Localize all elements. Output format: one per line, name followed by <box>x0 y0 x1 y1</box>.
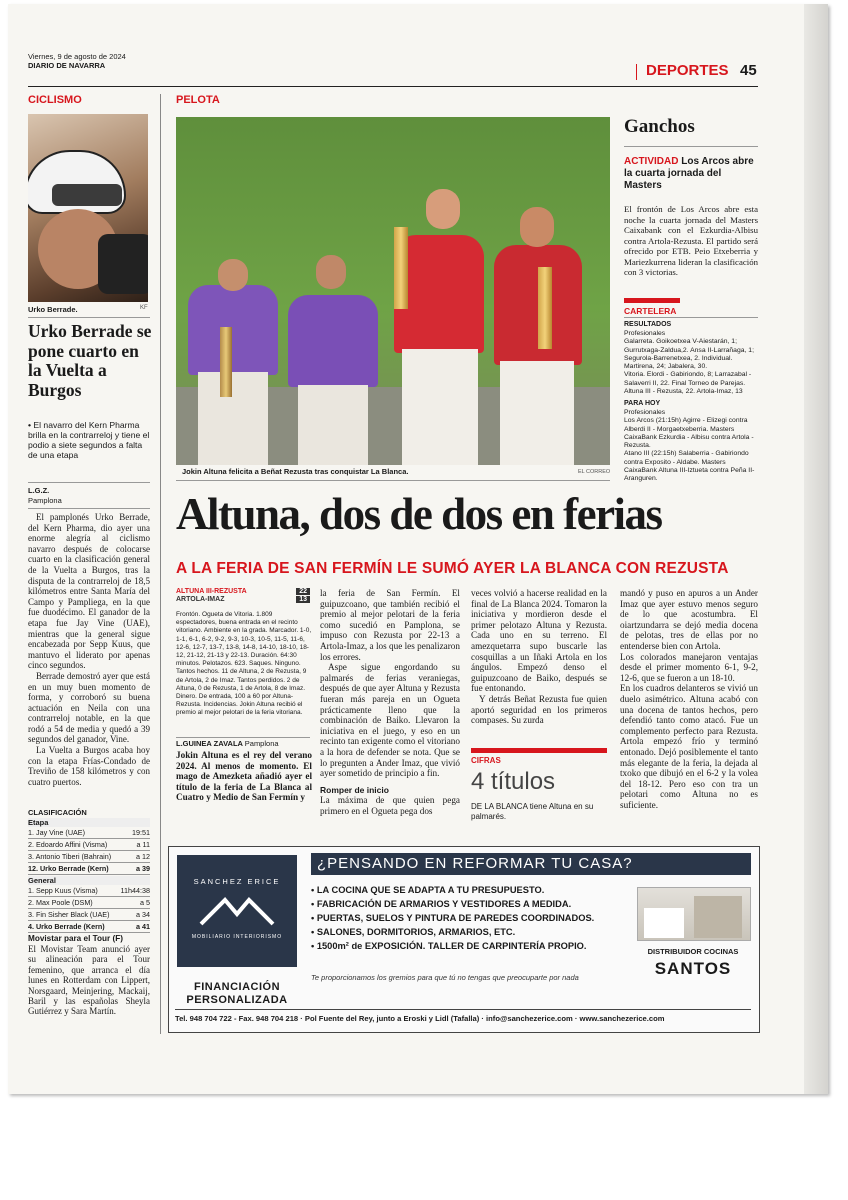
advert-item: • 1500m² de EXPOSICIÓN. TALLER DE CARPINTERÍA PROPIO. <box>311 941 587 951</box>
advert-brand-sub: MOBILIARIO INTERIORISMO <box>191 934 283 940</box>
ciclismo-caption-rule <box>28 317 150 318</box>
classification-row <box>28 909 150 921</box>
ganchos-title: Ganchos <box>624 116 695 137</box>
advert-item: • LA COCINA QUE SE ADAPTA A TU PRESUPUESTO. <box>311 885 545 895</box>
pelota-column-2 <box>320 588 460 816</box>
header-divider <box>636 64 637 80</box>
kitchen-counter <box>644 908 684 938</box>
cifras-bar <box>471 748 607 753</box>
trophy-icon <box>394 227 408 309</box>
movistar-body: El Movistar Team anunció ayer su alineación para el Tour femenino, que arranca el día lunes en Rotterdam con Lippert, Norsgaard, Meinjering, Mackaij, Baril y las españolas Sheyla Gutiérrez y Sara Martín. <box>28 944 150 1017</box>
advert-contact: Tel. 948 704 722 - Fax. 948 704 218 · Pol Fuente del Rey, junto a Eroski y Lidl (Tafalla) · info@sanchezerice.com · www.sanchezerice.com <box>175 1014 665 1023</box>
ciclismo-bullet-rule <box>28 482 150 483</box>
rider-name: 2. Max Poole (DSM) <box>28 897 118 909</box>
classification-row <box>28 921 150 933</box>
header-rule <box>28 86 758 87</box>
advert-brand: SANCHEZ ERICE <box>193 877 281 886</box>
pelota-photo-caption: Jokin Altuna felicita a Beñat Rezusta tras conquistar La Blanca. <box>182 467 409 476</box>
score-row-2 <box>176 596 310 603</box>
player-trousers <box>500 361 574 465</box>
trophy-icon <box>220 327 232 397</box>
cifras-text: DE LA BLANCA tiene Altuna en su palmarés. <box>471 802 594 821</box>
ciclismo-paragraph-3: La Vuelta a Burgos acaba hoy con la etapa Frías-Condado de Treviño de 158 kilómetros y con cuatro puertos. <box>28 745 150 787</box>
pelota-headline: Altuna, dos de dos en ferias <box>176 489 662 539</box>
pelota-column-3 <box>471 588 607 726</box>
pelota-author-name: L.GUINEA ZAVALA <box>176 739 243 748</box>
pelota-author <box>176 739 279 748</box>
classification-title: CLASIFICACIÓN <box>28 808 87 817</box>
rider-time: a 41 <box>118 921 150 933</box>
header-page-number: 45 <box>740 62 757 79</box>
player-head <box>218 259 248 291</box>
trophy-icon <box>538 267 552 349</box>
player-head <box>316 255 346 289</box>
general-label: General <box>28 876 150 885</box>
rider-time: a 39 <box>128 863 150 875</box>
score-box <box>176 588 310 603</box>
classification-row <box>28 851 150 863</box>
team-2-name: ARTOLA-IMAZ <box>176 596 225 603</box>
general-table <box>28 885 150 933</box>
pelota-photo <box>176 117 610 465</box>
mountain-logo-icon <box>197 894 277 928</box>
rider-name: 1. Jay Vine (UAE) <box>28 827 128 839</box>
pelota-col3-p2: Y detrás Beñat Rezusta fue quien aportó seguridad en los primeros compases. Su zurda <box>471 693 607 726</box>
ciclismo-bullet-text: El navarro del Kern Pharma brilla en la contrarreloj y tiene el podio a siete segundos a falta de una etapa <box>28 420 150 460</box>
classification-row <box>28 897 150 909</box>
newspaper-page <box>8 4 828 1094</box>
advert-item: • FABRICACIÓN DE ARMARIOS Y VESTIDORES A MEDIDA. <box>311 899 572 909</box>
player-trousers <box>198 372 268 465</box>
header-date: Viernes, 9 de agosto de 2024 <box>28 52 126 61</box>
ciclismo-headline: Urko Berrade se pone cuarto en la Vuelta a Burgos <box>28 321 152 400</box>
movistar-title: Movistar para el Tour (F) <box>28 934 123 943</box>
ciclismo-photo-credit: KF <box>140 305 148 311</box>
rider-time: a 12 <box>128 851 150 863</box>
pelota-lead: Jokin Altuna es el rey del verano 2024. Al menos de momento. El mago de Amezketa añadió ayer el título de la feria de La Blanca al Cuatro y Medio de San Fermín y <box>176 750 312 803</box>
ganchos-activity <box>624 156 758 192</box>
ciclismo-place: Pamplona <box>28 496 62 505</box>
rider-time: a 34 <box>118 909 150 921</box>
classification-row <box>28 839 150 851</box>
pelota-col2-subhead: Romper de inicio <box>320 784 389 795</box>
pelota-col2-p3: La máxima de que quien pega primero en el Ogueta pega dos <box>320 795 460 816</box>
header-paper: DIARIO DE NAVARRA <box>28 61 106 70</box>
rider-time: a 11 <box>128 839 150 851</box>
etapa-label: Etapa <box>28 818 150 827</box>
pelota-column-4: mandó y puso en apuros a un Ander Imaz que ayer estuvo menos seguro de lo que acostumbra. El oiartzundarra se dejó media docena de pelotas, tres de ellas por no entenderse bien con Artola. Los colorados manejaron ventajas desde el primer momento 6-1, 9-2, 12-6, que se fueron a un 18-10. En los cuadros delanteros se vivió un duelo asimétrico. Altuna acabó con una docena de tantos hechos, pero defendió tanto como atacó. Fue un complemento perfecto para Rezusta. Artola empezó frío y terminó entonado. Dejó posiblemente el tanto más elegante de la feria, la dejada al txoko que dibujó en el 6-2 y la volea del 18-12. Pero eso con tra un pelotari como Altuna no es suficiente. <box>620 588 758 810</box>
glove-shape <box>98 234 148 294</box>
ciclismo-paragraph-1: El pamplonés Urko Berrade, del Kern Pharma, dio ayer una enorme alegría al ciclismo navarro después de colocarse cuarto en la clasificación general de la Vuelta a Burgos, tras la disputa de la contrarreloj de 18,5 kilómetros entre Santa María del Campo y Pampliega, en la que fue duodécimo. El ganador de la etapa fue Jay Vine (UAE), mientras que la general sigue encabezada por Sepp Kuus, que mantuvo el liderato por apenas cinco segundos. <box>28 512 150 671</box>
player-trousers <box>298 385 368 465</box>
ciclismo-photo-caption: Urko Berrade. <box>28 305 78 314</box>
ciclismo-paragraph-2: Berrade demostró ayer que está en un muy buen momento de forma, y corroboró su buena actuación en Neila con una contrarreloj notable, en la que rodó a 54 de media y quedó a 39 segundos del ganador, Vine. <box>28 670 150 745</box>
advert-logo-box <box>177 855 297 967</box>
advert-headline: ¿PENSANDO EN REFORMAR TU CASA? <box>311 853 751 875</box>
pelota-author-place: Pamplona <box>244 739 279 748</box>
score-row-1 <box>176 588 310 595</box>
advert-item-text: FABRICACIÓN DE ARMARIOS Y VESTIDORES A MEDIDA. <box>316 899 572 909</box>
rider-name: 3. Fin Sisher Black (UAE) <box>28 909 118 921</box>
pelota-col2-p1: la feria de San Fermín. El guipuzcoano, que también recibió el premio al mejor pelotari de la feria como sucedió en Pamplona, se impuso con Rezusta por 22-13 a Artola-Imaz, a los que les penalizaron los errores. <box>320 588 460 662</box>
para-hoy-body: Profesionales Los Arcos (21:15h) Agirre - Elizegi contra Alberdi II - Morgaetxeberria. Masters CaixaBank Ezkurdia - Albisu contra Artola - Rezusta. Atano III (22:15h) Salaberria - Gabiriondo contra Exposito - Aldabe. Masters CaixaBank Altuna III-Iztueta contra Peña II-Aranguren. <box>624 409 755 483</box>
distributor-label: DISTRIBUIDOR COCINAS <box>647 947 739 956</box>
cartelera-label: CARTELERA <box>624 306 677 316</box>
pelota-subhead: A LA FERIA DE SAN FERMÍN LE SUMÓ AYER LA BLANCA CON REZUSTA <box>176 560 729 577</box>
ganchos-rule <box>624 146 758 147</box>
advert-financing: FINANCIACIÓN PERSONALIZADA <box>186 981 288 1006</box>
resultados-label: RESULTADOS <box>624 321 672 328</box>
pelota-col3-p1: veces volvió a hacerse realidad en la final de La Blanca 2024. Tomaron la iniciativa y mordieron desde el primer pelotazo Altuna y Rezusta. Cada uno en su terreno. El amezquetarra supo buscarle las cosquillas a un Iñaki Artola en los ángulos. Empezó denso el guipuzcoano de Baiko, después se fue entonando. <box>471 588 607 694</box>
advert-item-text: PUERTAS, SUELOS Y PINTURA DE PAREDES COORDINADOS. <box>316 913 595 923</box>
advert-contact-rule <box>175 1009 751 1010</box>
rider-time: a 5 <box>118 897 150 909</box>
rider-name: 12. Urko Berrade (Kern) <box>28 863 128 875</box>
rider-name: 4. Urko Berrade (Kern) <box>28 921 118 933</box>
header-section: DEPORTES <box>646 62 729 79</box>
cifras-number: 4 títulos <box>471 768 556 795</box>
advert-tagline: Te proporcionamos los gremios para que tú no tengas que preocuparte por nada <box>311 973 579 982</box>
advert-item-text: 1500m² de EXPOSICIÓN. TALLER DE CARPINTERÍA PROPIO. <box>316 941 587 951</box>
resultados-body: Profesionales Galarreta. Goikoetxea V-Aiestarán, 1; Gurrutxaga-Zaldua,2. Ansa II-Larrañaga, 1; Segurola-Barrenetxea, 2. Individual. Martirena, 24; Jabalera, 30. Vitoria. Elordi - Gabiriondo, 8; Larrazabal - Salaverri II, 22. Final Torneo de Parejas. Altuna III - Rezusta, 22. Artola-Imaz, 13 <box>624 330 754 396</box>
kitchen-cabinet <box>694 896 742 938</box>
advert-item-text: SALONES, DORMITORIOS, ARMARIOS, ETC. <box>316 927 516 937</box>
visor-shape <box>52 184 122 206</box>
player-altuna-ii-shirt <box>188 285 278 375</box>
advert <box>168 846 760 1033</box>
classification-row <box>28 827 150 839</box>
rider-name: 1. Sepp Kuus (Visma) <box>28 885 118 897</box>
ciclismo-section-label: CICLISMO <box>28 94 82 106</box>
classification-row <box>28 885 150 897</box>
advert-list <box>311 883 621 953</box>
ganchos-activity-headline: Los Arcos abre la cuarta jornada del Masters <box>624 156 754 191</box>
ciclismo-author: L.G.Z. <box>28 486 50 495</box>
ganchos-activity-body: El frontón de Los Arcos abre esta noche la cuarta jornada del Masters Caixabank con el Ezkurdia-Albisu contra Artola-Rezusta. El partido será ofrecido por ETB. Peio Etxeberria y Mariezkurrena lideran la clasificación con 3 victorias. <box>624 204 758 277</box>
team-2-score: 13 <box>296 596 310 603</box>
pelota-caption-rule <box>176 480 610 481</box>
advert-item-text: LA COCINA QUE SE ADAPTA A TU PRESUPUESTO. <box>316 885 545 895</box>
player-head <box>520 207 554 247</box>
classification-row <box>28 863 150 875</box>
player-head <box>426 189 460 229</box>
kitchen-photo <box>637 887 751 941</box>
player-trousers <box>402 349 478 465</box>
ciclismo-bullet: • El navarro del Kern Pharma brilla en la contrarreloj y tiene el podio a siete segundos a falta de una etapa <box>28 420 150 460</box>
distributor-name: SANTOS <box>654 959 732 978</box>
rider-time: 11h44:38 <box>118 885 150 897</box>
team-1-score: 22 <box>296 588 310 595</box>
rider-time: 19:51 <box>128 827 150 839</box>
para-hoy-label: PARA HOY <box>624 400 661 407</box>
ciclismo-author-rule <box>28 508 150 509</box>
match-record: Frontón. Ogueta de Vitoria. 1.809 espectadores, buena entrada en el recinto vitoriano. Ambiente en la grada. Marcador. 1-0, 1-1, 6-1, 6-2, 9-2, 9-3, 10-3, 10-5, 11-5, 11-6, 12-6, 12-7, 13-7, 13-8, 14-8, 14-10, 18-10, 18-12, 21-12, 21-13 y 22-13. Duración. 64:30 minutos. Pelotazos. 623. Saques. Ninguno. Tantos hechos. 11 de Altuna, 2 de Rezusta, 9 de Artola, 2 de Imaz. Tantos perdidos. 2 de Altuna, 0 de Rezusta, 1 de Artola, 8 de Imaz. Dinero. De entrada, 100 a 60 por Altuna-Rezusta. Incidencias. Jokin Altuna recibió el premio al mejor pelotari de la feria vitoriana. <box>176 611 312 717</box>
page-fold <box>804 4 828 1094</box>
rider-name: 3. Antonio Tiberi (Bahrain) <box>28 851 128 863</box>
advert-item: • PUERTAS, SUELOS Y PINTURA DE PAREDES COORDINADOS. <box>311 913 595 923</box>
ganchos-activity-label: ACTIVIDAD <box>624 156 679 167</box>
pelota-section-label: PELOTA <box>176 94 220 106</box>
advert-item: • SALONES, DORMITORIOS, ARMARIOS, ETC. <box>311 927 516 937</box>
player-iztueta-shirt <box>288 295 378 387</box>
column-divider <box>160 94 161 1034</box>
cifras-label: CIFRAS <box>471 756 501 765</box>
team-1-name: ALTUNA III-REZUSTA <box>176 588 247 595</box>
cartelera-bar <box>624 298 680 303</box>
cartelera-rule <box>624 317 758 318</box>
ciclismo-photo <box>28 114 148 302</box>
ciclismo-body <box>28 512 150 787</box>
match-record-rule <box>176 737 310 738</box>
pelota-photo-credit: EL CORREO <box>578 469 611 475</box>
classification-tables <box>28 818 150 933</box>
etapa-table <box>28 827 150 875</box>
rider-name: 2. Edoardo Affini (Visma) <box>28 839 128 851</box>
pelota-col2-p2: Aspe sigue engordando su palmarés de ferias veraniegas, después de que ayer Altuna y Rezusta fueran más pareja en un Ogueta prácticamente lleno que la combinación de Baiko. Llevaron la iniciativa en el juego, y eso en un recinto tan exigente como el vitoriano a la hora de defender se nota. Que se lo pregunten a Ander Imaz, que vivió ayer sometido de principio a fin. <box>320 662 460 779</box>
